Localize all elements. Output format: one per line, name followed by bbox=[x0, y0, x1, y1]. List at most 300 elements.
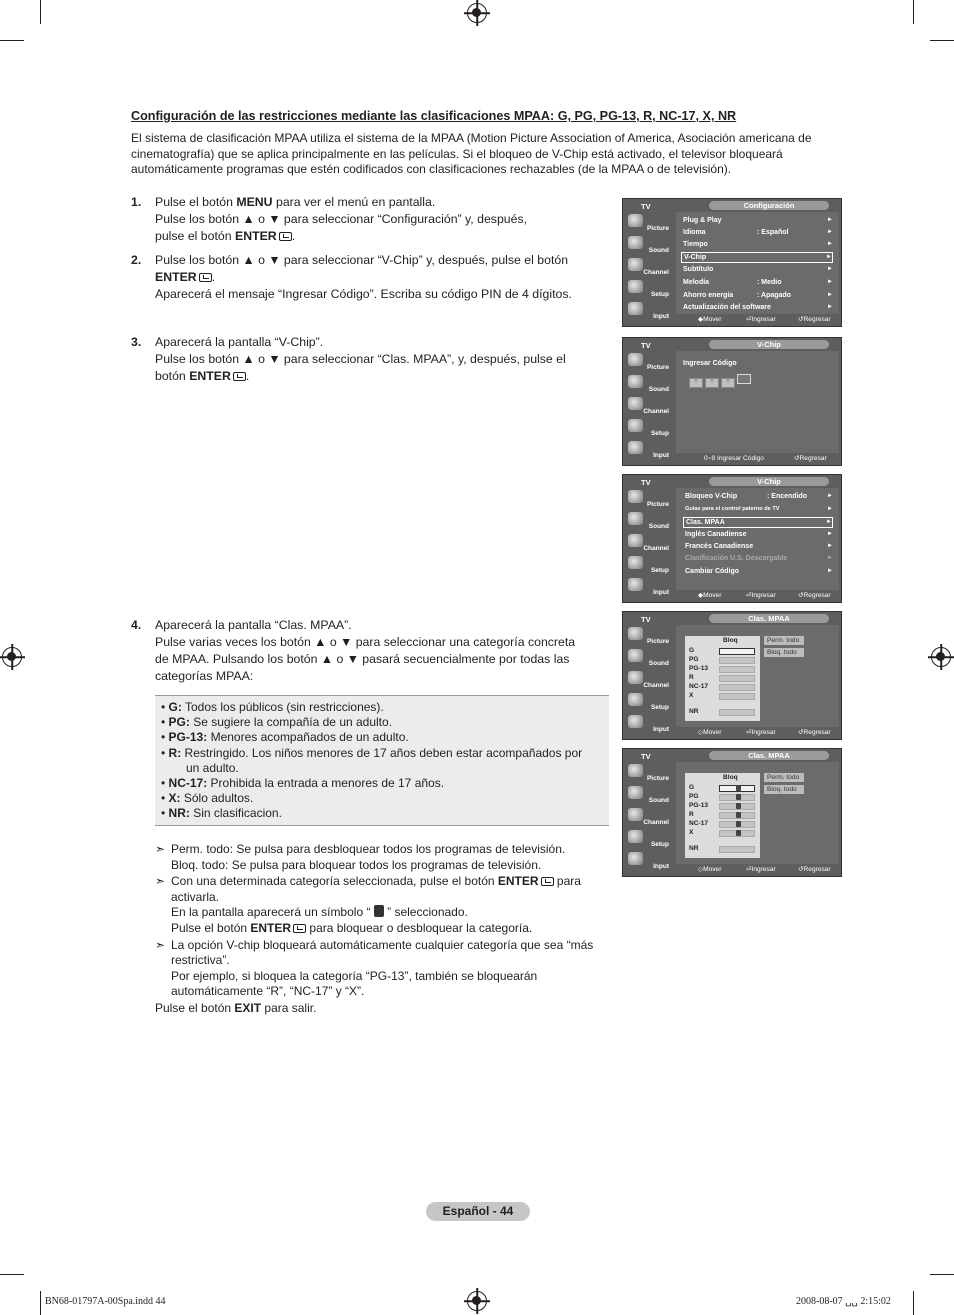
step-text: Pulse los botón ▲ o ▼ para seleccionar “Clas. MPAA”, y, después, pulse el bbox=[155, 352, 566, 366]
menu-item bbox=[683, 541, 833, 552]
step-number: 1. bbox=[131, 195, 142, 209]
arrow-right-icon: ► bbox=[827, 543, 833, 549]
crop-mark bbox=[0, 1274, 24, 1275]
enter-icon bbox=[233, 372, 246, 381]
step-text: de MPAA. Pulsando los botón ▲ o ▼ pasará secuencialmente por todas las bbox=[155, 652, 570, 666]
sidebar-item-channel bbox=[625, 806, 671, 828]
print-slug-file: BN68-01797A-00Spa.indd 44 bbox=[45, 1296, 166, 1307]
pin-code-boxes bbox=[689, 374, 753, 388]
mpaa-row bbox=[689, 829, 757, 838]
note-3 bbox=[155, 938, 615, 1000]
mpaa-row bbox=[689, 674, 757, 683]
lock-box bbox=[719, 846, 755, 853]
note-text: activarla. bbox=[171, 889, 220, 904]
footer-return: ↺ Regresar bbox=[798, 729, 831, 736]
step-text: Pulse los botón ▲ o ▼ para seleccionar “Configuración” y, después, bbox=[155, 212, 528, 226]
channel-icon bbox=[628, 397, 643, 410]
print-slug-date: 2008-08-07 ␣␣ 2:15:02 bbox=[796, 1296, 891, 1307]
input-icon bbox=[628, 302, 643, 315]
rating-label: PG-13 bbox=[689, 802, 709, 809]
note-text: ” seleccionado. bbox=[383, 905, 468, 920]
button-name: MENU bbox=[236, 195, 273, 209]
mpaa-row bbox=[689, 784, 757, 793]
tv-label: TV bbox=[641, 202, 651, 211]
arrow-right-icon: ► bbox=[826, 519, 832, 525]
rating-item: • PG-13: Menores acompañados de un adulto. bbox=[161, 730, 409, 745]
sidebar-item-channel bbox=[625, 669, 671, 691]
screen-footer bbox=[676, 590, 839, 601]
arrow-right-icon: ► bbox=[827, 493, 833, 499]
rating-item: • PG: Se sugiere la compañía de un adulto. bbox=[161, 715, 393, 730]
rating-desc: Se sugiere la compañía de un adulto. bbox=[189, 715, 393, 730]
button-name: ENTER bbox=[235, 229, 277, 243]
bloq-todo-button: Bloq. todo bbox=[764, 648, 804, 657]
tv-screen-configuracion bbox=[622, 198, 842, 327]
step-number: 4. bbox=[131, 618, 142, 632]
footer-label: Ingresar bbox=[751, 866, 776, 873]
rating-label: NC-17 bbox=[689, 820, 709, 827]
note-text: En la pantalla aparecerá un símbolo “ bbox=[171, 905, 374, 920]
enter-icon bbox=[279, 232, 292, 241]
footer-enter: ⏎ Ingresar bbox=[746, 729, 776, 736]
lock-box bbox=[719, 675, 755, 682]
lock-icon bbox=[736, 812, 741, 818]
step-text: pulse el botón bbox=[155, 229, 235, 243]
footer-move: ◆ Mover bbox=[698, 592, 722, 599]
rating-label: R bbox=[689, 811, 694, 818]
channel-icon bbox=[628, 258, 643, 271]
picture-icon bbox=[628, 490, 643, 503]
mpaa-table bbox=[685, 636, 760, 721]
sidebar-item-channel bbox=[625, 532, 671, 554]
step-text: Aparecerá el mensaje “Ingresar Código”. Escriba su código PIN de 4 dígitos. bbox=[155, 287, 572, 301]
sidebar-item-picture bbox=[625, 625, 671, 647]
note-arrow-icon: ➣ bbox=[155, 874, 166, 889]
sidebar-label: Sound bbox=[648, 797, 669, 804]
menu-item bbox=[683, 491, 833, 502]
footer-label: Regresar bbox=[803, 592, 831, 599]
sidebar-item-picture bbox=[625, 212, 671, 234]
note-text: Con una determinada categoría seleccionada, pulse el botón bbox=[171, 874, 498, 889]
menu-item-selected bbox=[681, 252, 833, 263]
note-text: para salir. bbox=[261, 1000, 317, 1015]
registration-mark-icon bbox=[467, 1291, 487, 1311]
footer-enter: ⏎ Ingresar bbox=[746, 866, 776, 873]
rating-label: X bbox=[689, 829, 694, 836]
ratings-list bbox=[155, 695, 609, 826]
sidebar-label: Picture bbox=[646, 364, 669, 371]
note-arrow-icon: ➣ bbox=[155, 937, 166, 952]
input-icon bbox=[628, 852, 643, 865]
mpaa-row bbox=[689, 793, 757, 802]
sound-icon bbox=[628, 512, 643, 525]
mpaa-row bbox=[689, 683, 757, 692]
rating-label: NC-17 bbox=[689, 683, 709, 690]
perm-todo-button: Perm. todo bbox=[764, 773, 804, 782]
footer-return: ↺ Regresar bbox=[798, 592, 831, 599]
registration-mark-icon bbox=[467, 3, 487, 23]
input-icon bbox=[628, 715, 643, 728]
exit-instruction bbox=[155, 1001, 615, 1017]
rating-item: • G: Todos los públicos (sin restricciones). bbox=[161, 700, 384, 714]
notes bbox=[155, 842, 615, 1017]
rating-desc: Menores acompañados de un adulto. bbox=[207, 730, 409, 745]
mpaa-row bbox=[689, 647, 757, 656]
sidebar-item-input bbox=[625, 713, 671, 735]
column-header: Bloq bbox=[723, 774, 738, 781]
screen-footer bbox=[676, 727, 839, 738]
rating-item: • NR: Sin clasificacion. bbox=[161, 806, 282, 821]
lock-box bbox=[719, 648, 755, 655]
pin-box: * bbox=[689, 378, 703, 388]
sidebar-label: Picture bbox=[646, 225, 669, 232]
footer-label: Mover bbox=[703, 592, 722, 599]
step-text: botón bbox=[155, 369, 190, 383]
menu-label: Francés Canadiense bbox=[685, 543, 754, 550]
lock-box bbox=[719, 657, 755, 664]
rating-code: R: bbox=[168, 745, 182, 760]
footer-return: ↺ Regresar bbox=[798, 866, 831, 873]
crop-mark bbox=[913, 1291, 914, 1315]
step-text: Aparecerá la pantalla “V-Chip”. bbox=[155, 335, 324, 349]
channel-icon bbox=[628, 808, 643, 821]
sidebar-item-setup bbox=[625, 828, 671, 850]
sidebar-item-input bbox=[625, 576, 671, 598]
menu-label: Cambiar Código bbox=[685, 568, 740, 575]
note-text: Por ejemplo, si bloquea la categoría “PG-13”, también se bloquearán bbox=[171, 968, 538, 983]
menu-label: Tiempo bbox=[683, 241, 708, 248]
tv-screen-vchip bbox=[622, 474, 842, 603]
sound-icon bbox=[628, 375, 643, 388]
code-prompt: Ingresar Código bbox=[683, 360, 737, 367]
menu-item bbox=[683, 504, 833, 515]
perm-todo-button: Perm. todo bbox=[764, 636, 804, 645]
screen-sidebar bbox=[625, 625, 671, 736]
lock-icon bbox=[374, 905, 384, 917]
tv-label: TV bbox=[641, 752, 651, 761]
menu-label: Guías para el control paterno de TV bbox=[685, 506, 780, 512]
menu-label: Actualización del software bbox=[683, 304, 771, 311]
sidebar-label: Setup bbox=[650, 291, 669, 298]
sidebar-label: Setup bbox=[650, 704, 669, 711]
sidebar-label: Setup bbox=[650, 567, 669, 574]
rating-code: NR: bbox=[168, 806, 190, 821]
screen-footer bbox=[676, 314, 839, 325]
screen-footer bbox=[676, 453, 839, 464]
menu-item bbox=[681, 302, 833, 313]
screen-sidebar bbox=[625, 351, 671, 462]
screen-title: V-Chip bbox=[709, 477, 829, 486]
menu-label: Ahorro energía bbox=[683, 292, 734, 299]
lock-box bbox=[719, 693, 755, 700]
footer-return: ↺ Regresar bbox=[798, 316, 831, 323]
intro-paragraph: El sistema de clasificación MPAA utiliza el sistema de la MPAA (Motion Picture Association of America, Asociación americana de cinematografía) que se aplica principalmente en las películas. Si el bloqueo de V-Chip está activado, el televisor bloqueará automáticamente programas que estén codificados con clasificaciones rechazables (de la MPAA o de televisión). bbox=[131, 131, 812, 177]
section-heading: Configuración de las restricciones mediante las clasificaciones MPAA: G, PG, PG-13, R, NC-17, X, NR bbox=[131, 109, 737, 123]
tv-screen-clas-mpaa bbox=[622, 611, 842, 740]
tv-screen-clas-mpaa-locked bbox=[622, 748, 842, 877]
sidebar-label: Input bbox=[653, 313, 669, 320]
sidebar-label: Sound bbox=[648, 523, 669, 530]
setup-icon bbox=[628, 693, 643, 706]
note-text: Pulse el botón bbox=[155, 1000, 235, 1015]
note-text: automáticamente “R”, “NC-17” y “X”. bbox=[171, 984, 365, 999]
button-name: ENTER bbox=[250, 920, 292, 935]
picture-icon bbox=[628, 764, 643, 777]
footer-move: ◇ Mover bbox=[698, 729, 722, 736]
button-name: EXIT bbox=[234, 1000, 262, 1015]
mpaa-row bbox=[689, 692, 757, 701]
menu-label: Plug & Play bbox=[683, 217, 722, 224]
sound-icon bbox=[628, 649, 643, 662]
footer-label: Mover bbox=[703, 866, 722, 873]
rating-label: G bbox=[689, 647, 695, 654]
rating-code: X: bbox=[168, 791, 181, 806]
screen-title: Clas. MPAA bbox=[709, 751, 829, 760]
sidebar-label: Channel bbox=[643, 819, 669, 826]
arrow-right-icon: ► bbox=[827, 229, 833, 235]
mpaa-row bbox=[689, 656, 757, 665]
footer-label: Regresar bbox=[803, 866, 831, 873]
step-text: Pulse los botón ▲ o ▼ para seleccionar “V-Chip” y, después, pulse el botón bbox=[155, 253, 569, 267]
sidebar-label: Sound bbox=[648, 247, 669, 254]
column-header: Bloq bbox=[723, 637, 738, 644]
note-2 bbox=[155, 874, 615, 936]
rating-label: PG bbox=[689, 793, 699, 800]
tv-screen-ingresar-codigo bbox=[622, 337, 842, 466]
rating-code: NC-17: bbox=[168, 776, 208, 791]
registration-mark-icon bbox=[931, 647, 951, 667]
rating-label: PG bbox=[689, 656, 699, 663]
menu-label: Clas. MPAA bbox=[686, 519, 725, 526]
sidebar-item-setup bbox=[625, 417, 671, 439]
footer-label: Ingresar bbox=[751, 729, 776, 736]
sidebar-item-sound bbox=[625, 784, 671, 806]
mpaa-row bbox=[689, 811, 757, 820]
crop-mark bbox=[0, 40, 24, 41]
input-icon bbox=[628, 441, 643, 454]
sidebar-label: Input bbox=[653, 726, 669, 733]
pin-box: * bbox=[721, 378, 735, 388]
button-name: ENTER bbox=[155, 270, 197, 284]
input-icon bbox=[628, 578, 643, 591]
sidebar-item-setup bbox=[625, 554, 671, 576]
rating-item: • NC-17: Prohibida la entrada a menores de 17 años. bbox=[161, 776, 445, 791]
note-text: para bloquear o desbloquear la categoría. bbox=[306, 920, 533, 935]
arrow-right-icon: ► bbox=[826, 254, 832, 260]
setup-icon bbox=[628, 830, 643, 843]
arrow-right-icon: ► bbox=[827, 241, 833, 247]
menu-item bbox=[681, 277, 833, 288]
arrow-right-icon: ► bbox=[827, 304, 833, 310]
sidebar-item-input bbox=[625, 439, 671, 461]
enter-icon bbox=[199, 273, 212, 282]
crop-mark bbox=[40, 0, 41, 24]
sidebar-item-sound bbox=[625, 234, 671, 256]
sidebar-item-sound bbox=[625, 373, 671, 395]
sidebar-label: Picture bbox=[646, 775, 669, 782]
menu-item bbox=[681, 239, 833, 250]
rating-desc: Prohibida la entrada a menores de 17 años. bbox=[207, 776, 445, 791]
channel-icon bbox=[628, 671, 643, 684]
menu-item bbox=[683, 529, 833, 540]
rating-desc: Restringido. Los niños menores de 17 años deben estar acompañados por bbox=[181, 745, 583, 760]
sidebar-item-input bbox=[625, 850, 671, 872]
footer-enter: ⏎ Ingresar bbox=[746, 592, 776, 599]
step-text: para ver el menú en pantalla. bbox=[272, 195, 436, 209]
sidebar-label: Sound bbox=[648, 660, 669, 667]
footer-label: Regresar bbox=[803, 316, 831, 323]
mpaa-row bbox=[689, 708, 757, 717]
sound-icon bbox=[628, 236, 643, 249]
rating-label: PG-13 bbox=[689, 665, 709, 672]
footer-enter: ⏎ Ingresar bbox=[746, 316, 776, 323]
crop-mark bbox=[930, 1274, 954, 1275]
lock-icon bbox=[736, 785, 741, 791]
rating-item-cont: un adulto. bbox=[186, 760, 239, 775]
sidebar-item-setup bbox=[625, 278, 671, 300]
mpaa-table bbox=[685, 773, 760, 858]
step-text: Pulse el botón bbox=[155, 195, 237, 209]
arrow-right-icon: ► bbox=[827, 292, 833, 298]
screen-title: V-Chip bbox=[709, 340, 829, 349]
menu-item bbox=[681, 264, 833, 275]
rating-label: R bbox=[689, 674, 694, 681]
button-name: ENTER bbox=[497, 874, 539, 889]
enter-icon bbox=[293, 924, 306, 933]
footer-label: Ingresar bbox=[751, 592, 776, 599]
sidebar-label: Channel bbox=[643, 408, 669, 415]
menu-label: V-Chip bbox=[684, 254, 707, 261]
sidebar-item-channel bbox=[625, 256, 671, 278]
rating-item: • R: Restringido. Los niños menores de 17 años deben estar acompañados por bbox=[161, 745, 583, 760]
lock-icon bbox=[736, 830, 741, 836]
menu-item-disabled bbox=[683, 553, 833, 564]
menu-value: : Español bbox=[757, 229, 789, 236]
screen-sidebar bbox=[625, 762, 671, 873]
arrow-right-icon: ► bbox=[827, 279, 833, 285]
footer-label: 0~9 Ingresar Código bbox=[704, 455, 764, 462]
sidebar-label: Input bbox=[653, 863, 669, 870]
picture-icon bbox=[628, 627, 643, 640]
crop-mark bbox=[930, 40, 954, 41]
lock-box bbox=[719, 709, 755, 716]
sidebar-label: Channel bbox=[643, 269, 669, 276]
footer-return: ↺ Regresar bbox=[794, 455, 827, 462]
step-number: 2. bbox=[131, 253, 142, 267]
note-1 bbox=[155, 842, 615, 873]
sidebar-label: Channel bbox=[643, 545, 669, 552]
sidebar-item-input bbox=[625, 300, 671, 322]
note-text: Bloq. todo: Se pulsa para bloquear todos los programas de televisión. bbox=[171, 857, 542, 872]
rating-desc: Todos los públicos (sin restricciones). bbox=[181, 700, 384, 714]
sidebar-item-sound bbox=[625, 647, 671, 669]
sidebar-label: Setup bbox=[650, 430, 669, 437]
sidebar-item-picture bbox=[625, 488, 671, 510]
menu-value: : Apagado bbox=[757, 292, 791, 299]
button-name: ENTER bbox=[189, 369, 231, 383]
rating-label: NR bbox=[689, 708, 699, 715]
arrow-right-icon: ► bbox=[827, 217, 833, 223]
channel-icon bbox=[628, 534, 643, 547]
tv-label: TV bbox=[641, 615, 651, 624]
rating-desc: Sólo adultos. bbox=[180, 791, 254, 806]
screen-title: Clas. MPAA bbox=[709, 614, 829, 623]
screen-sidebar bbox=[625, 212, 671, 323]
picture-icon bbox=[628, 214, 643, 227]
rating-label: X bbox=[689, 692, 694, 699]
sidebar-label: Channel bbox=[643, 682, 669, 689]
arrow-right-icon: ► bbox=[827, 266, 833, 272]
lock-icon bbox=[736, 794, 741, 800]
sidebar-item-channel bbox=[625, 395, 671, 417]
sound-icon bbox=[628, 786, 643, 799]
arrow-right-icon: ► bbox=[827, 506, 833, 512]
menu-label: Bloqueo V-Chip bbox=[685, 493, 738, 500]
step-number: 3. bbox=[131, 335, 142, 349]
rating-code: PG-13: bbox=[168, 730, 208, 745]
mpaa-row bbox=[689, 845, 757, 854]
step-text: Pulse varias veces los botón ▲ o ▼ para seleccionar una categoría concreta bbox=[155, 635, 576, 649]
sidebar-item-picture bbox=[625, 762, 671, 784]
crop-mark bbox=[40, 1291, 41, 1315]
enter-icon bbox=[541, 877, 554, 886]
setup-icon bbox=[628, 556, 643, 569]
mpaa-row bbox=[689, 665, 757, 674]
rating-code: G: bbox=[168, 700, 182, 714]
menu-item bbox=[681, 227, 833, 238]
screen-title: Configuración bbox=[709, 201, 829, 210]
note-arrow-icon: ➣ bbox=[155, 842, 166, 856]
rating-desc: Sin clasificacion. bbox=[189, 806, 282, 821]
footer-label: Mover bbox=[703, 729, 722, 736]
step-text: Aparecerá la pantalla “Clas. MPAA”. bbox=[155, 618, 352, 632]
pin-box: * bbox=[705, 378, 719, 388]
rating-label: NR bbox=[689, 845, 699, 852]
footer-label: Regresar bbox=[803, 729, 831, 736]
step-text: categorías MPAA: bbox=[155, 669, 254, 683]
lock-icon bbox=[736, 803, 741, 809]
menu-label: Clasificación U.S. Descargable bbox=[685, 555, 788, 562]
rating-code: PG: bbox=[168, 715, 190, 730]
mpaa-row bbox=[689, 820, 757, 829]
rating-label: G bbox=[689, 784, 695, 791]
lock-box bbox=[719, 684, 755, 691]
page-number-badge: Español - 44 bbox=[426, 1202, 530, 1221]
menu-item bbox=[681, 290, 833, 301]
picture-icon bbox=[628, 353, 643, 366]
arrow-right-icon: ► bbox=[827, 555, 833, 561]
bloq-todo-button: Bloq. todo bbox=[764, 785, 804, 794]
footer-move: ◇ Mover bbox=[698, 866, 722, 873]
footer-label: Ingresar bbox=[751, 316, 776, 323]
tv-label: TV bbox=[641, 478, 651, 487]
menu-value: : Encendido bbox=[767, 493, 808, 500]
note-text: Perm. todo: Se pulsa para desbloquear todos los programas de televisión. bbox=[171, 842, 566, 856]
setup-icon bbox=[628, 419, 643, 432]
lock-box bbox=[719, 666, 755, 673]
note-text: para bbox=[553, 874, 581, 889]
sidebar-label: Picture bbox=[646, 501, 669, 508]
pin-box bbox=[737, 374, 751, 384]
arrow-right-icon: ► bbox=[827, 531, 833, 537]
menu-item bbox=[683, 566, 833, 577]
lock-icon bbox=[736, 821, 741, 827]
menu-label: Subtítulo bbox=[683, 266, 714, 273]
registration-mark-icon bbox=[2, 647, 22, 667]
sidebar-label: Input bbox=[653, 589, 669, 596]
note-text: La opción V-chip bloqueará automáticamente cualquier categoría que sea “más bbox=[171, 937, 594, 952]
sidebar-item-picture bbox=[625, 351, 671, 373]
